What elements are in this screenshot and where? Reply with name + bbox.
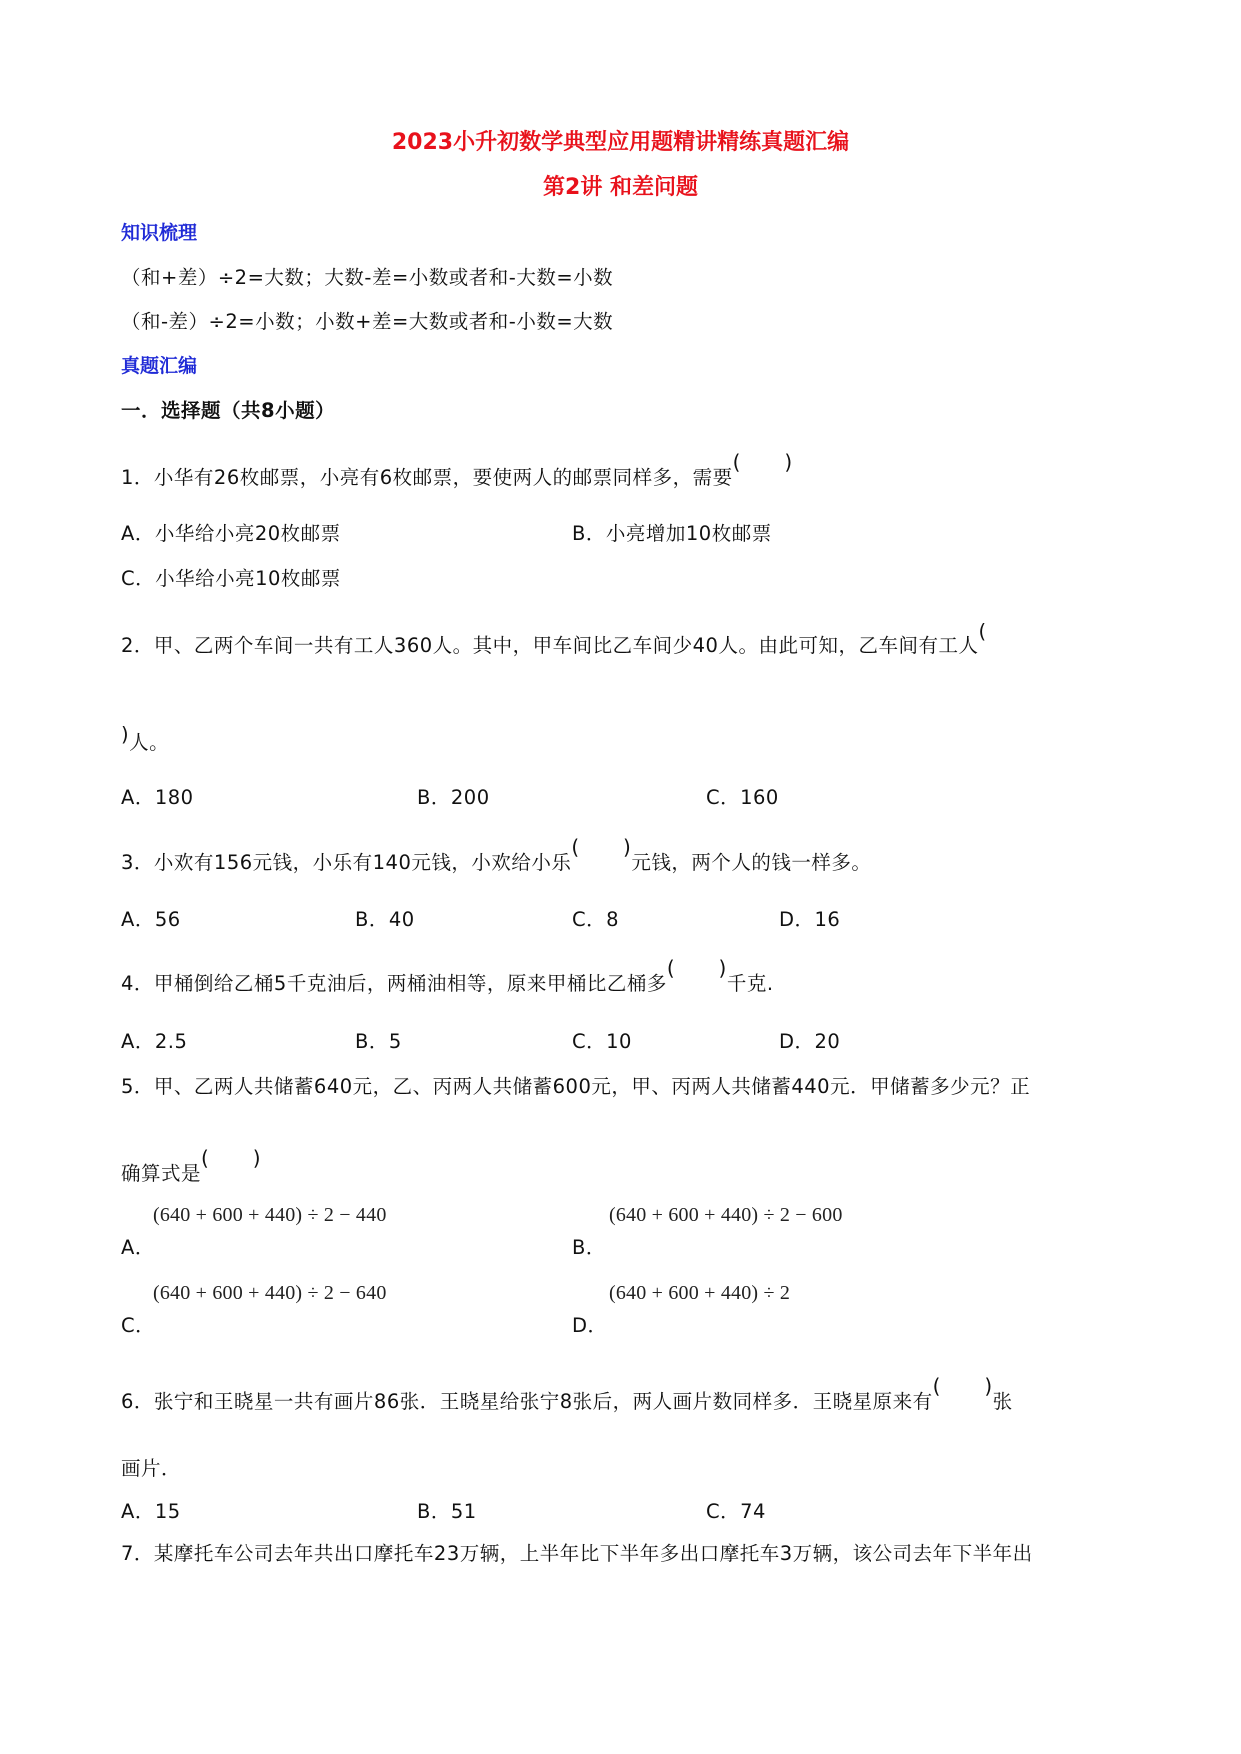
- part-title: 一．选择题（共8小题）: [121, 399, 336, 422]
- q4-option-a: A．2.5: [121, 1030, 188, 1053]
- q6-option-b: B．51: [417, 1500, 477, 1523]
- q3-option-a: A．56: [121, 908, 181, 931]
- answer-blank: ( ): [666, 956, 727, 980]
- q5-formula-b: (640 + 600 + 440) ÷ 2 − 600: [609, 1204, 843, 1226]
- knowledge-formula-1: （和+差）÷2=大数；大数-差=小数或者和-大数=小数: [121, 266, 614, 289]
- answer-blank: ( ): [571, 835, 632, 859]
- question-text: 人。: [129, 731, 170, 754]
- question-text: 4．甲桶倒给乙桶5千克油后，两桶油相等，原来甲桶比乙桶多: [121, 972, 667, 995]
- q5-option-a-label: A．: [121, 1236, 155, 1259]
- q2-option-b: B．200: [417, 786, 490, 809]
- question-text: 3．小欢有156元钱，小乐有140元钱，小欢给小乐: [121, 851, 572, 874]
- question-6-tail: 画片．: [121, 1457, 182, 1480]
- question-3-stem: [121, 835, 872, 875]
- answer-blank-close: ): [121, 723, 130, 746]
- q5-formula-d: (640 + 600 + 440) ÷ 2: [609, 1282, 791, 1304]
- question-text: 2．甲、乙两个车间一共有工人360人。其中，甲车间比乙车间少40人。由此可知，乙车间有工人: [121, 634, 979, 657]
- question-6-stem: [121, 1374, 1013, 1414]
- q5-option-b-label: B．: [572, 1236, 606, 1259]
- question-text-cont: 千克.: [726, 972, 774, 995]
- question-4-stem: [121, 956, 774, 996]
- answer-blank: ( ): [932, 1374, 993, 1398]
- q5-formula-c: (640 + 600 + 440) ÷ 2 − 640: [153, 1282, 387, 1304]
- document-title: 2023小升初数学典型应用题精讲精练真题汇编: [391, 130, 850, 155]
- q2-option-c: C．160: [706, 786, 779, 809]
- q6-option-c: C．74: [706, 1500, 766, 1523]
- q4-option-c: C．10: [572, 1030, 632, 1053]
- answer-blank: ( ): [732, 450, 793, 474]
- knowledge-formula-2: （和-差）÷2=小数；小数+差=大数或者和-小数=大数: [121, 310, 614, 333]
- q1-option-a: A．小华给小亮20枚邮票: [121, 522, 341, 545]
- q5-option-c-label: C．: [121, 1314, 156, 1337]
- question-text: 1．小华有26枚邮票，小亮有6枚邮票，要使两人的邮票同样多，需要: [121, 466, 733, 489]
- knowledge-heading: 知识梳理: [121, 222, 198, 244]
- q4-option-b: B．5: [355, 1030, 402, 1053]
- question-1-stem: [121, 450, 793, 490]
- q1-option-c: C．小华给小亮10枚邮票: [121, 567, 341, 590]
- question-text-cont: 元钱，两个人的钱一样多。: [631, 851, 872, 874]
- q5-option-d-label: D．: [572, 1314, 608, 1337]
- question-text: 6．张宁和王晓星一共有画片86张．王晓星给张宁8张后，两人画片数同样多．王晓星原来有: [121, 1390, 933, 1413]
- answer-blank: ( ): [201, 1146, 262, 1170]
- q3-option-d: D．16: [779, 908, 841, 931]
- question-5-stem: 5．甲、乙两人共储蓄640元，乙、丙两人共储蓄600元，甲、丙两人共储蓄440元．甲储蓄多少元？正: [121, 1075, 1031, 1098]
- q6-option-a: A．15: [121, 1500, 181, 1523]
- q4-option-d: D．20: [779, 1030, 841, 1053]
- exam-heading: 真题汇编: [121, 355, 198, 377]
- question-2-stem: [121, 620, 987, 658]
- q1-option-b: B．小亮增加10枚邮票: [572, 522, 772, 545]
- q3-option-c: C．8: [572, 908, 620, 931]
- question-2-tail: [121, 723, 170, 755]
- question-5-tail: [121, 1146, 262, 1186]
- q3-option-b: B．40: [355, 908, 415, 931]
- answer-blank-open: (: [978, 620, 987, 643]
- q5-formula-a: (640 + 600 + 440) ÷ 2 − 440: [153, 1204, 387, 1226]
- q2-option-a: A．180: [121, 786, 194, 809]
- lecture-subtitle: 第2讲 和差问题: [543, 175, 698, 200]
- question-7-stem: 7．某摩托车公司去年共出口摩托车23万辆，上半年比下半年多出口摩托车3万辆，该公司去年下半年出: [121, 1542, 1033, 1565]
- question-text-cont: 张: [992, 1390, 1013, 1413]
- question-text: 确算式是: [121, 1162, 202, 1185]
